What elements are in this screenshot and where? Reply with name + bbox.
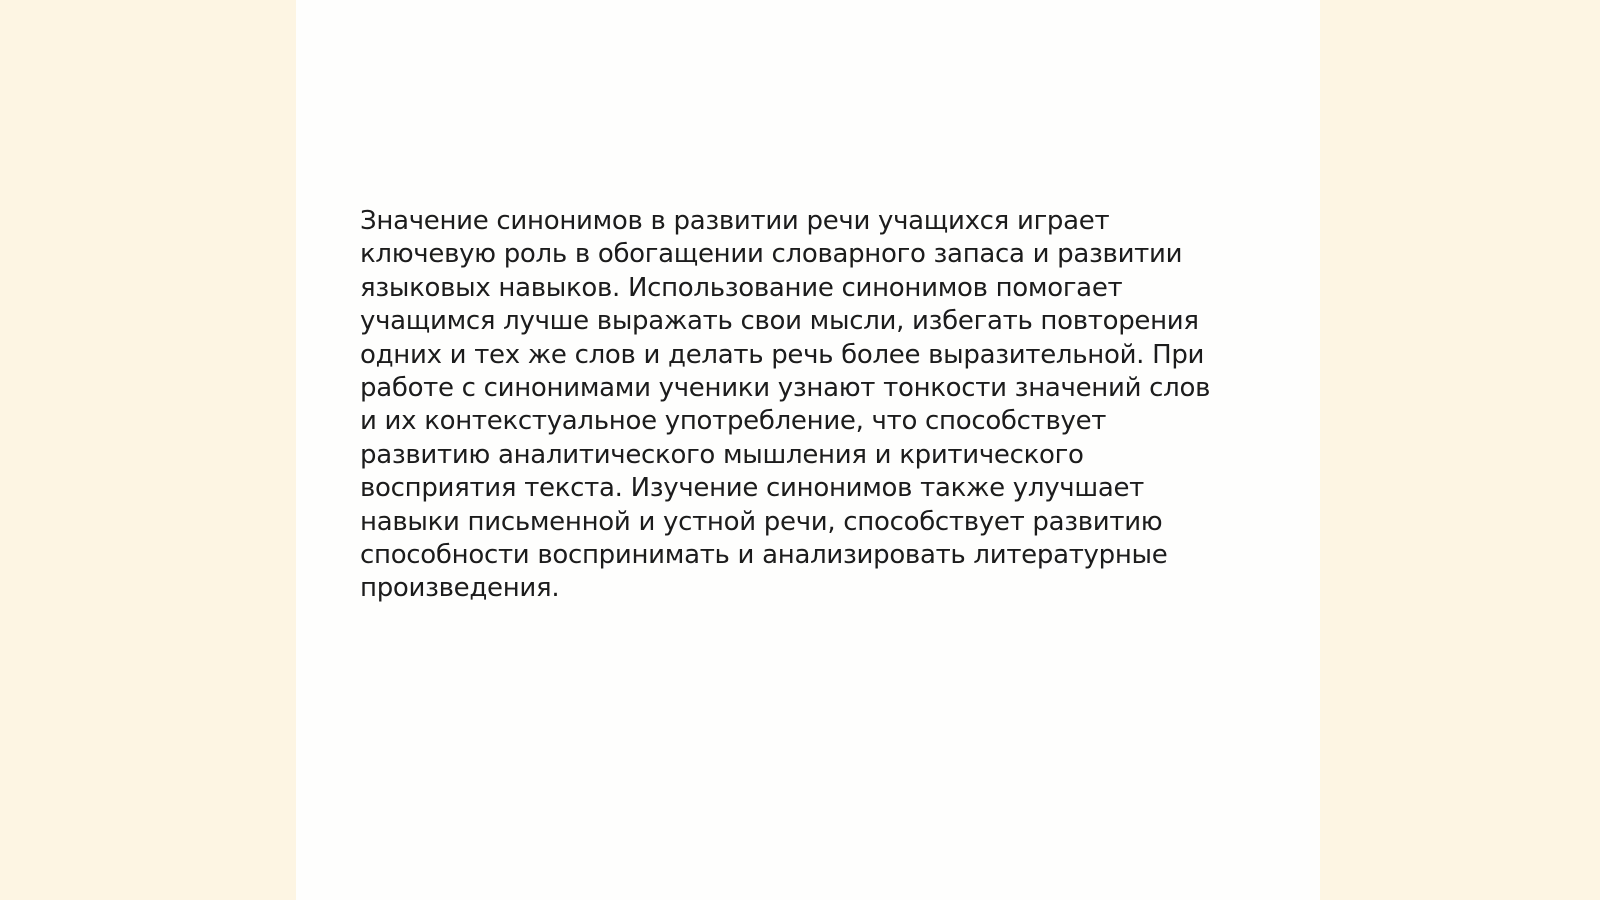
- left-margin: [0, 0, 296, 900]
- body-paragraph: Значение синонимов в развитии речи учащихся играет ключевую роль в обогащении словарного запаса и развитии языковых навыков. Использование синонимов помогает учащимся лучше выражать свои мысли, избегать повторения одних и тех же слов и делать речь более выразительной. При работе с синонимами ученики узнают тонкости значений слов и их контекстуальное употребление, что способствует развитию аналитического мышления и критического восприятия текста. Изучение синонимов также улучшает навыки письменной и устной речи, способствует развитию способности воспринимать и анализировать литературные произведения.: [360, 206, 1211, 604]
- right-margin: [1320, 0, 1600, 900]
